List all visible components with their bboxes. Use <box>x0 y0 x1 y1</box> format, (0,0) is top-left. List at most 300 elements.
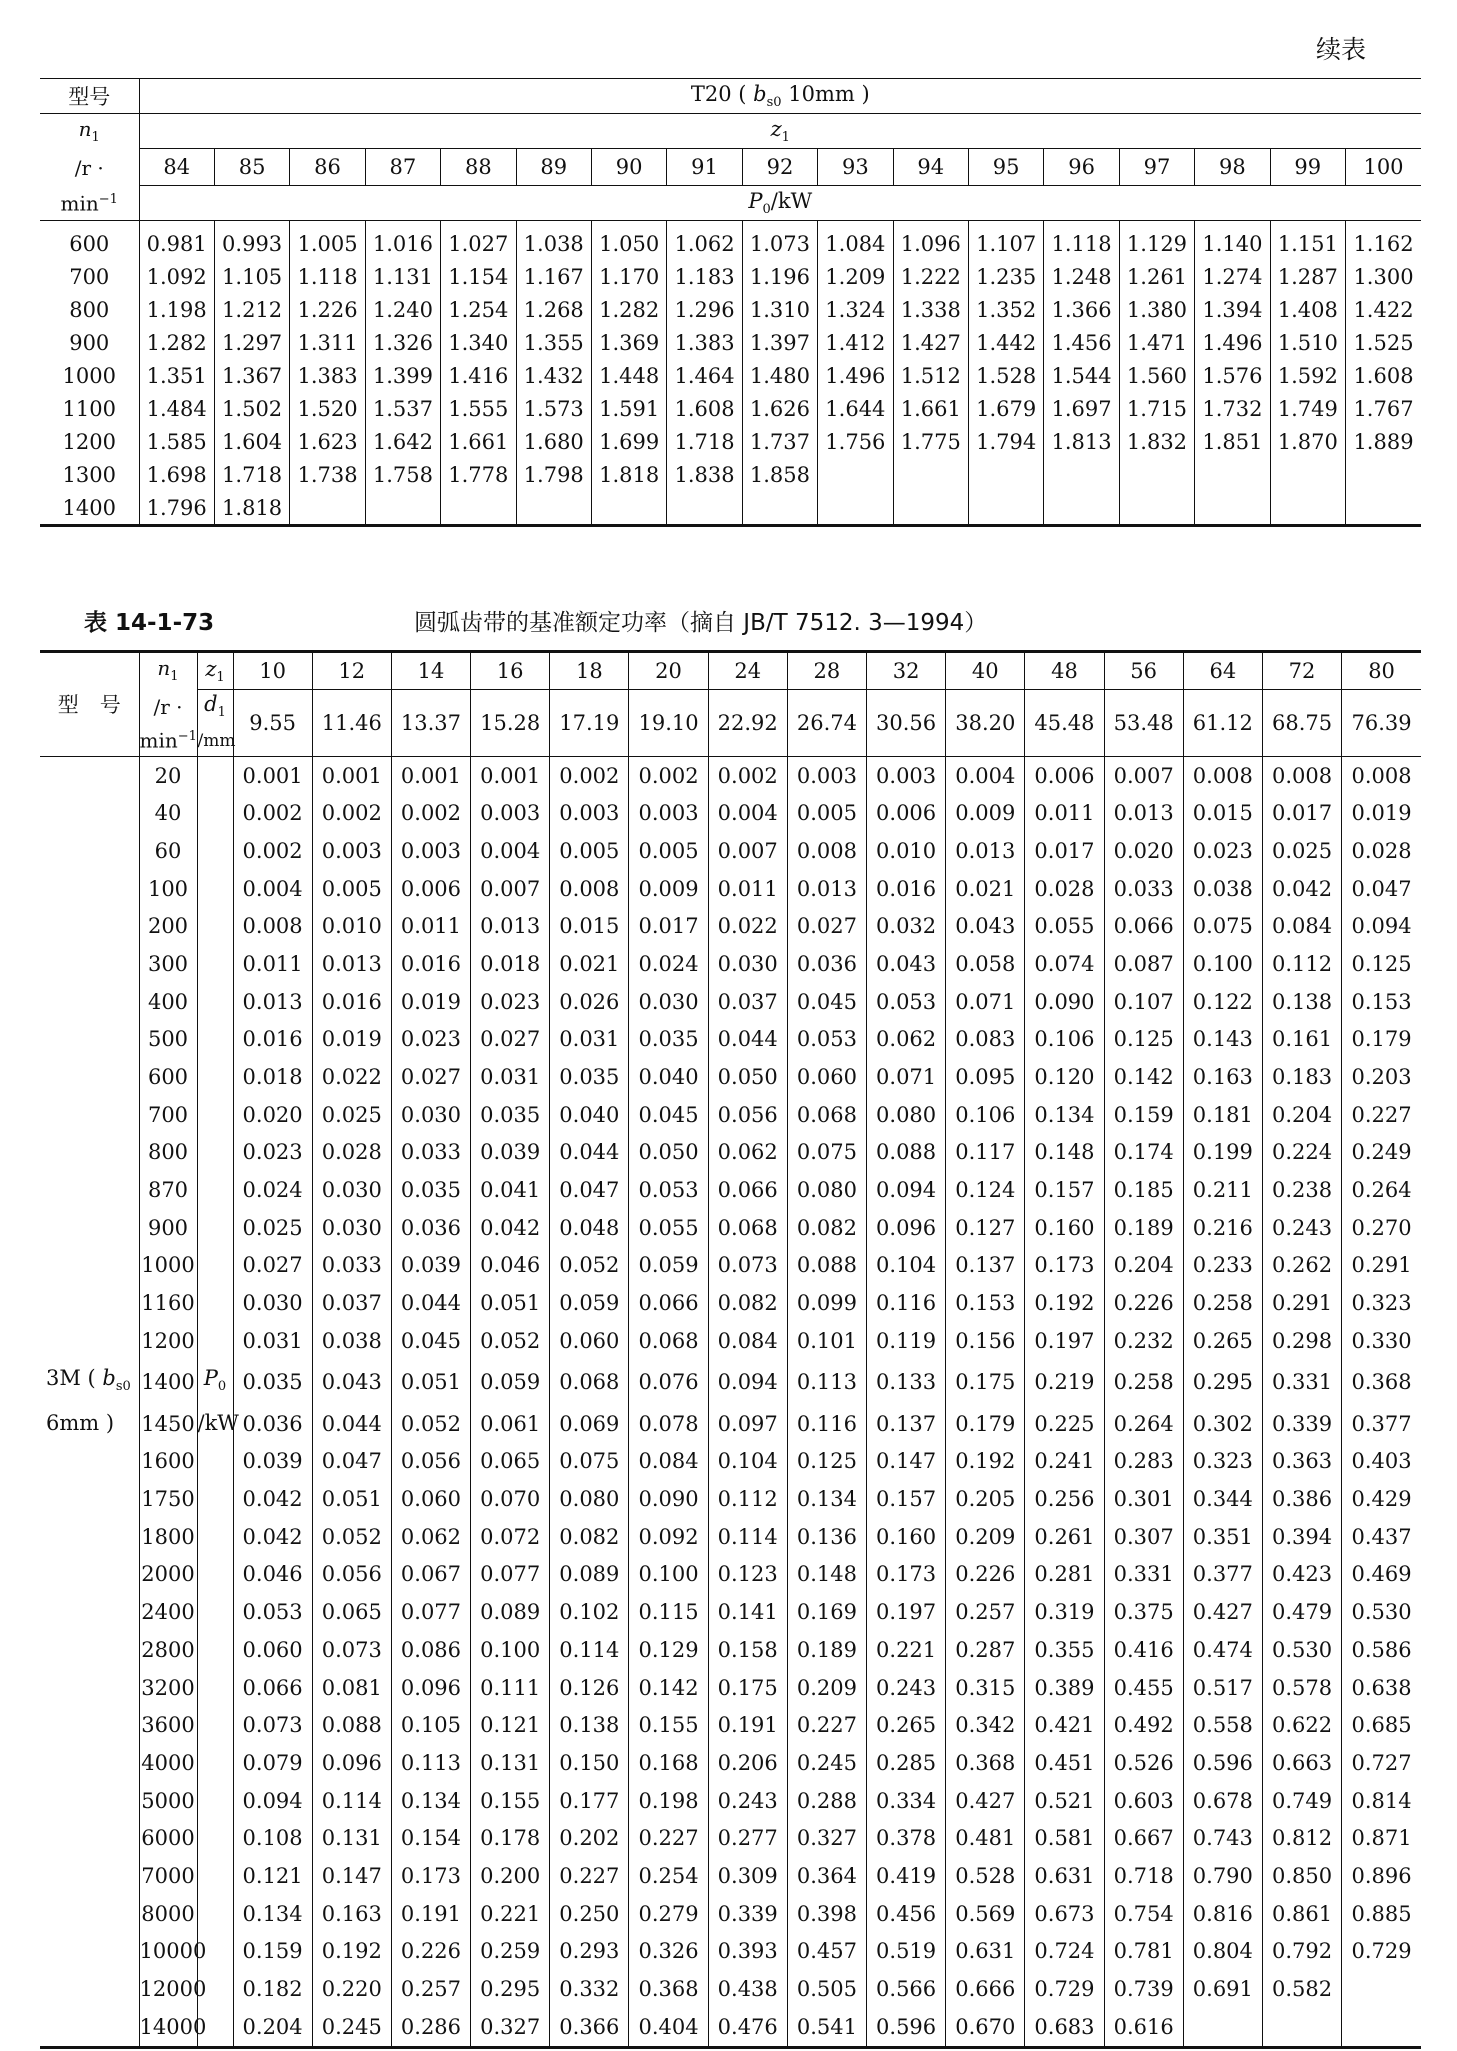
speed-value: 1400 <box>139 1360 197 1405</box>
power-value: 0.185 <box>1104 1171 1183 1209</box>
power-value: 0.030 <box>233 1284 312 1322</box>
power-value: 0.069 <box>550 1405 629 1443</box>
pitch-diameter-header: 17.19 <box>550 689 629 756</box>
power-value: 0.036 <box>787 945 866 983</box>
power-value: 0.121 <box>233 1857 312 1895</box>
power-value: 0.138 <box>1262 983 1341 1021</box>
power-value: 0.727 <box>1342 1744 1421 1782</box>
power-value: 0.134 <box>233 1895 312 1933</box>
power-value: 0.017 <box>1025 832 1104 870</box>
power-value: 0.530 <box>1342 1593 1421 1631</box>
teeth-count-header: 24 <box>708 652 787 690</box>
power-value: 1.167 <box>516 260 591 293</box>
power-value: 1.369 <box>591 326 666 359</box>
model-cell <box>40 1171 139 1209</box>
power-value: 0.191 <box>391 1895 470 1933</box>
power-value: 0.010 <box>867 832 946 870</box>
power-value: 1.775 <box>893 425 968 458</box>
power-value: 0.113 <box>391 1744 470 1782</box>
power-value: 0.131 <box>471 1744 550 1782</box>
power-value: 0.011 <box>1025 794 1104 832</box>
power-value: 0.456 <box>867 1895 946 1933</box>
power-value: 0.136 <box>787 1518 866 1556</box>
power-value: 0.031 <box>233 1322 312 1360</box>
power-value: 0.155 <box>471 1782 550 1820</box>
power-value: 1.261 <box>1119 260 1194 293</box>
speed-value: 8000 <box>139 1895 197 1933</box>
power-value: 0.055 <box>629 1209 708 1247</box>
teeth-label: $z_1$ <box>197 652 233 690</box>
power-value: 0.366 <box>550 2008 629 2047</box>
model-cell <box>40 1556 139 1594</box>
power-value: 0.088 <box>787 1247 866 1285</box>
power-value: 0.080 <box>867 1096 946 1134</box>
power-value: 0.249 <box>1342 1134 1421 1172</box>
power-value: 0.015 <box>1183 794 1262 832</box>
power-value: 0.035 <box>550 1058 629 1096</box>
table-row <box>40 1020 1421 1058</box>
power-value: 0.437 <box>1342 1518 1421 1556</box>
power-value: 0.254 <box>629 1857 708 1895</box>
power-value: 0.667 <box>1104 1819 1183 1857</box>
speed-value: 600 <box>69 231 110 256</box>
power-value: 1.471 <box>1119 326 1194 359</box>
power-value: 0.663 <box>1262 1744 1341 1782</box>
power-value: 0.238 <box>1262 1171 1341 1209</box>
model-cell <box>40 1209 139 1247</box>
power-value: 0.264 <box>1342 1171 1421 1209</box>
power-value: 0.377 <box>1342 1405 1421 1443</box>
table-row <box>40 1556 1421 1594</box>
power-value: 0.088 <box>867 1134 946 1172</box>
speed-value: 1800 <box>139 1518 197 1556</box>
power-value: 0.279 <box>629 1895 708 1933</box>
power-value: 0.119 <box>867 1322 946 1360</box>
table-row <box>40 1895 1421 1933</box>
teeth-count-header: 86 <box>290 149 365 186</box>
power-value: 0.243 <box>708 1782 787 1820</box>
table-row <box>40 1744 1421 1782</box>
power-value: 0.134 <box>1025 1096 1104 1134</box>
power-value: 0.020 <box>233 1096 312 1134</box>
power-value: 0.479 <box>1262 1593 1341 1631</box>
power-value: 0.718 <box>1104 1857 1183 1895</box>
power-value: 1.623 <box>290 425 365 458</box>
power-value <box>1119 458 1194 491</box>
teeth-count-header: 12 <box>312 652 391 690</box>
power-value: 1.416 <box>441 359 516 392</box>
power-value: 0.216 <box>1183 1209 1262 1247</box>
power-value: 1.140 <box>1195 221 1270 261</box>
power-value: 0.850 <box>1262 1857 1341 1895</box>
model-cell <box>40 1247 139 1285</box>
power-value: 0.051 <box>471 1284 550 1322</box>
power-value: 0.062 <box>708 1134 787 1172</box>
table-row <box>40 1631 1421 1669</box>
power-value: 0.153 <box>1342 983 1421 1021</box>
power-value: 0.002 <box>550 756 629 794</box>
power-value: 0.082 <box>787 1209 866 1247</box>
power-value: 0.137 <box>867 1405 946 1443</box>
power-value: 0.134 <box>787 1480 866 1518</box>
power-value: 0.754 <box>1104 1895 1183 1933</box>
power-value: 0.327 <box>471 2008 550 2047</box>
power-value: 0.596 <box>1183 1744 1262 1782</box>
power-value: 0.327 <box>787 1819 866 1857</box>
teeth-count-header: 10 <box>233 652 312 690</box>
power-value: 0.519 <box>867 1932 946 1970</box>
power-value: 0.530 <box>1262 1631 1341 1669</box>
teeth-count-header: 14 <box>391 652 470 690</box>
power-value: 0.792 <box>1262 1932 1341 1970</box>
power-value: 0.125 <box>1342 945 1421 983</box>
power-value: 0.666 <box>946 1970 1025 2008</box>
power-value: 0.157 <box>1025 1171 1104 1209</box>
power-value: 0.046 <box>233 1556 312 1594</box>
power-value: 0.160 <box>867 1518 946 1556</box>
power-value: 0.344 <box>1183 1480 1262 1518</box>
power-value: 1.796 <box>139 491 214 526</box>
speed-value: 870 <box>139 1171 197 1209</box>
power-value: 1.296 <box>667 293 742 326</box>
power-value: 0.156 <box>946 1322 1025 1360</box>
power-value: 0.291 <box>1262 1284 1341 1322</box>
power-value: 1.870 <box>1270 425 1345 458</box>
power-value: 0.138 <box>550 1706 629 1744</box>
unit-cell <box>197 1556 233 1594</box>
power-value: 0.885 <box>1342 1895 1421 1933</box>
teeth-label: $z_1$ <box>139 114 1421 149</box>
table-row <box>40 870 1421 908</box>
power-value: 0.025 <box>233 1209 312 1247</box>
power-value: 0.056 <box>391 1443 470 1481</box>
power-value: 0.039 <box>471 1134 550 1172</box>
pitch-diameter-header: 30.56 <box>867 689 946 756</box>
power-value: 0.404 <box>629 2008 708 2047</box>
power-value <box>893 491 968 526</box>
unit-cell <box>197 1209 233 1247</box>
power-value: 1.626 <box>742 392 817 425</box>
speed-value: 2000 <box>139 1556 197 1594</box>
power-value: 0.631 <box>946 1932 1025 1970</box>
power-value: 0.033 <box>1104 870 1183 908</box>
power-value: 0.017 <box>629 907 708 945</box>
power-value: 0.053 <box>867 983 946 1021</box>
power-value: 0.090 <box>1025 983 1104 1021</box>
power-value: 0.052 <box>550 1247 629 1285</box>
power-value: 1.380 <box>1119 293 1194 326</box>
power-value: 0.157 <box>867 1480 946 1518</box>
power-value: 0.739 <box>1104 1970 1183 2008</box>
power-value: 0.032 <box>867 907 946 945</box>
power-value <box>1195 458 1270 491</box>
power-value: 0.678 <box>1183 1782 1262 1820</box>
table-row <box>40 1209 1421 1247</box>
power-value: 0.003 <box>787 756 866 794</box>
power-value: 1.512 <box>893 359 968 392</box>
power-value: 0.078 <box>629 1405 708 1443</box>
speed-value: 1300 <box>62 462 116 487</box>
power-value: 1.738 <box>290 458 365 491</box>
power-value: 0.062 <box>391 1518 470 1556</box>
power-value: 0.117 <box>946 1134 1025 1172</box>
power-value: 0.189 <box>1104 1209 1183 1247</box>
power-value: 1.749 <box>1270 392 1345 425</box>
power-value: 0.227 <box>629 1819 708 1857</box>
power-value: 0.221 <box>867 1631 946 1669</box>
speed-value: 100 <box>139 870 197 908</box>
power-value: 0.241 <box>1025 1443 1104 1481</box>
power-value: 0.622 <box>1262 1706 1341 1744</box>
power-value: 0.286 <box>391 2008 470 2047</box>
pitch-diameter-header: 9.55 <box>233 689 312 756</box>
power-value: 1.355 <box>516 326 591 359</box>
power-value: 0.245 <box>787 1744 866 1782</box>
power-value: 1.311 <box>290 326 365 359</box>
power-value: 1.679 <box>968 392 1043 425</box>
power-value: 0.586 <box>1342 1631 1421 1669</box>
power-value: 0.016 <box>312 983 391 1021</box>
power-value <box>1044 458 1119 491</box>
power-value: 0.227 <box>550 1857 629 1895</box>
power-value: 0.036 <box>233 1405 312 1443</box>
power-value: 1.282 <box>591 293 666 326</box>
power-value: 0.192 <box>312 1932 391 1970</box>
power-value: 0.042 <box>1262 870 1341 908</box>
power-value: 1.697 <box>1044 392 1119 425</box>
power-value: 0.033 <box>391 1134 470 1172</box>
power-value: 0.018 <box>233 1058 312 1096</box>
power-value: 0.065 <box>312 1593 391 1631</box>
power-value <box>290 491 365 526</box>
unit-cell <box>197 1857 233 1895</box>
power-value: 0.814 <box>1342 1782 1421 1820</box>
power-value: 1.151 <box>1270 221 1345 261</box>
power-value: 1.756 <box>818 425 893 458</box>
power-value: 0.060 <box>787 1058 866 1096</box>
power-value: 0.202 <box>550 1819 629 1857</box>
power-value: 0.068 <box>708 1209 787 1247</box>
power-value: 0.004 <box>471 832 550 870</box>
table-row <box>40 1096 1421 1134</box>
power-value: 0.169 <box>787 1593 866 1631</box>
power-value: 1.889 <box>1346 425 1422 458</box>
power-value: 0.330 <box>1342 1322 1421 1360</box>
power-value: 0.368 <box>629 1970 708 2008</box>
unit-cell: /kW <box>197 1405 233 1443</box>
power-value: 0.209 <box>946 1518 1025 1556</box>
power-value: 0.008 <box>1183 756 1262 794</box>
power-value <box>1346 458 1422 491</box>
power-value: 0.126 <box>550 1669 629 1707</box>
speed-value: 600 <box>139 1058 197 1096</box>
table-row <box>40 945 1421 983</box>
model-cell <box>40 1322 139 1360</box>
power-value: 1.718 <box>667 425 742 458</box>
power-value: 1.442 <box>968 326 1043 359</box>
power-value: 0.008 <box>550 870 629 908</box>
power-value: 0.175 <box>708 1669 787 1707</box>
power-value: 0.293 <box>550 1932 629 1970</box>
unit-cell <box>197 1593 233 1631</box>
power-value: 0.173 <box>391 1857 470 1895</box>
power-value: 1.422 <box>1346 293 1422 326</box>
power-value: 0.378 <box>867 1819 946 1857</box>
model-cell <box>40 907 139 945</box>
power-value: 1.644 <box>818 392 893 425</box>
unit-cell <box>197 983 233 1021</box>
power-value: 0.030 <box>312 1171 391 1209</box>
power-value: 0.505 <box>787 1970 866 2008</box>
power-value: 1.608 <box>1346 359 1422 392</box>
power-value: 0.002 <box>233 832 312 870</box>
model-cell <box>40 1518 139 1556</box>
power-value: 1.366 <box>1044 293 1119 326</box>
power-value: 1.351 <box>139 359 214 392</box>
power-value: 0.009 <box>629 870 708 908</box>
power-value: 1.050 <box>591 221 666 261</box>
model-cell <box>40 1134 139 1172</box>
speed-value: 14000 <box>139 2008 197 2047</box>
power-value: 0.270 <box>1342 1209 1421 1247</box>
power-value: 0.451 <box>1025 1744 1104 1782</box>
power-value: 0.389 <box>1025 1669 1104 1707</box>
power-value: 0.021 <box>550 945 629 983</box>
power-value: 0.403 <box>1342 1443 1421 1481</box>
power-value: 1.324 <box>818 293 893 326</box>
power-value: 1.394 <box>1195 293 1270 326</box>
power-value: 0.059 <box>471 1360 550 1405</box>
power-value: 1.813 <box>1044 425 1119 458</box>
power-value: 1.338 <box>893 293 968 326</box>
power-value: 1.555 <box>441 392 516 425</box>
power-value: 0.035 <box>391 1171 470 1209</box>
teeth-count-header: 97 <box>1119 149 1194 186</box>
power-value: 0.122 <box>1183 983 1262 1021</box>
power-value: 0.003 <box>312 832 391 870</box>
power-value: 0.243 <box>867 1669 946 1707</box>
unit-cell <box>197 1895 233 1933</box>
power-value: 1.464 <box>667 359 742 392</box>
power-value: 0.005 <box>629 832 708 870</box>
power-value: 0.209 <box>787 1669 866 1707</box>
table-row <box>40 1171 1421 1209</box>
unit-cell <box>197 1020 233 1058</box>
power-value: 0.596 <box>867 2008 946 2047</box>
power-value: 0.326 <box>629 1932 708 1970</box>
power-value: 0.011 <box>708 870 787 908</box>
power-value: 0.277 <box>708 1819 787 1857</box>
power-value: 0.107 <box>1104 983 1183 1021</box>
power-value: 0.008 <box>1342 756 1421 794</box>
speed-value: 1100 <box>62 396 116 421</box>
power-value: 0.008 <box>1262 756 1341 794</box>
unit-cell <box>197 1058 233 1096</box>
power-value: 0.052 <box>391 1405 470 1443</box>
model-cell <box>40 1819 139 1857</box>
power-value: 0.123 <box>708 1556 787 1594</box>
model-cell <box>40 983 139 1021</box>
power-value: 0.003 <box>867 756 946 794</box>
power-value: 0.056 <box>708 1096 787 1134</box>
power-value: 0.025 <box>312 1096 391 1134</box>
power-value <box>1342 2008 1421 2047</box>
power-value: 1.107 <box>968 221 1043 261</box>
power-value: 0.141 <box>708 1593 787 1631</box>
power-value <box>1119 491 1194 526</box>
power-value: 0.006 <box>391 870 470 908</box>
power-value: 0.163 <box>1183 1058 1262 1096</box>
power-value: 0.204 <box>1262 1096 1341 1134</box>
power-value: 1.496 <box>818 359 893 392</box>
teeth-count-header: 20 <box>629 652 708 690</box>
power-value: 0.100 <box>1183 945 1262 983</box>
power-value: 0.050 <box>708 1058 787 1096</box>
power-value: 0.040 <box>550 1096 629 1134</box>
speed-value: 1600 <box>139 1443 197 1481</box>
unit-cell <box>197 907 233 945</box>
teeth-count-header: 85 <box>214 149 289 186</box>
model-label: 型号 <box>40 79 139 114</box>
unit-cell <box>197 1322 233 1360</box>
unit-cell <box>197 1744 233 1782</box>
power-value: 1.235 <box>968 260 1043 293</box>
power-value: 0.521 <box>1025 1782 1104 1820</box>
table-row <box>40 293 1421 326</box>
power-value: 1.170 <box>591 260 666 293</box>
power-value: 0.007 <box>708 832 787 870</box>
speed-value: 3200 <box>139 1669 197 1707</box>
power-value: 0.101 <box>787 1322 866 1360</box>
power-value: 0.035 <box>233 1360 312 1405</box>
power-value: 0.673 <box>1025 1895 1104 1933</box>
power-value: 0.050 <box>629 1134 708 1172</box>
speed-value: 20 <box>139 756 197 794</box>
table-row <box>40 1322 1421 1360</box>
table-row <box>40 832 1421 870</box>
table-row <box>40 1247 1421 1285</box>
power-value: 0.027 <box>391 1058 470 1096</box>
power-value: 0.033 <box>312 1247 391 1285</box>
table-row <box>40 1669 1421 1707</box>
power-value: 0.008 <box>787 832 866 870</box>
power-value: 0.066 <box>233 1669 312 1707</box>
power-value: 1.096 <box>893 221 968 261</box>
power-value: 0.285 <box>867 1744 946 1782</box>
power-value: 1.528 <box>968 359 1043 392</box>
power-value: 1.520 <box>290 392 365 425</box>
power-value: 0.045 <box>629 1096 708 1134</box>
power-value: 0.095 <box>946 1058 1025 1096</box>
power-value: 1.027 <box>441 221 516 261</box>
unit-cell <box>197 1171 233 1209</box>
table-row <box>40 221 1421 261</box>
power-value: 0.197 <box>1025 1322 1104 1360</box>
pitch-diameter-header: 19.10 <box>629 689 708 756</box>
speed-value: 7000 <box>139 1857 197 1895</box>
power-value <box>1270 458 1345 491</box>
power-value: 0.375 <box>1104 1593 1183 1631</box>
power-value: 0.030 <box>391 1096 470 1134</box>
unit-cell <box>197 870 233 908</box>
power-value: 0.004 <box>708 794 787 832</box>
teeth-count-header: 94 <box>893 149 968 186</box>
power-value: 0.013 <box>787 870 866 908</box>
speed-value: 400 <box>139 983 197 1021</box>
power-value: 1.326 <box>365 326 440 359</box>
teeth-count-header: 90 <box>591 149 666 186</box>
power-value: 1.383 <box>290 359 365 392</box>
